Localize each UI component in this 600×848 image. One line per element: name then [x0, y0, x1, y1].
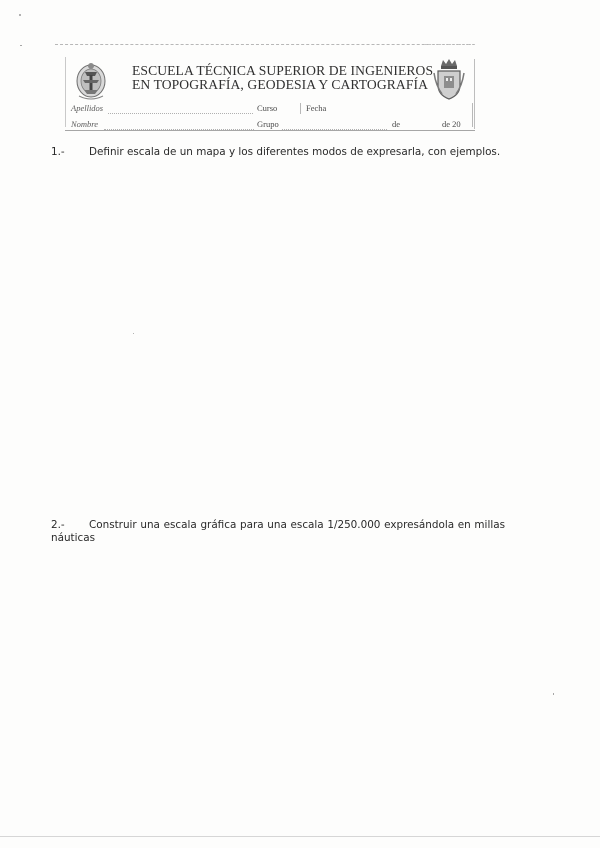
apellidos-label: Apellidos	[71, 103, 104, 113]
question-2-text-line-2: náuticas	[51, 532, 95, 544]
date-year-label: de 20	[442, 119, 461, 129]
fecha-divider	[300, 103, 301, 114]
right-border-tick	[472, 103, 473, 127]
header-bottom-line	[65, 130, 475, 131]
scan-speck	[133, 333, 134, 334]
scan-speck	[20, 45, 22, 46]
scan-speck	[19, 14, 21, 16]
fecha-label: Fecha	[306, 103, 327, 113]
question-1-text: Definir escala de un mapa y los diferentes modos de expresarla, con ejemplos.	[89, 146, 501, 158]
nombre-line	[104, 129, 254, 130]
header-right-edge	[474, 59, 475, 129]
nombre-label: Nombre	[71, 119, 99, 129]
school-name-line-2: EN TOPOGRAFÍA, GEODESIA Y CARTOGRAFÍA	[132, 77, 429, 92]
scan-speck	[553, 693, 554, 695]
school-name-line-1: ESCUELA TÉCNICA SUPERIOR DE INGENIEROS	[132, 63, 434, 78]
grupo-line	[282, 129, 387, 130]
top-rule	[55, 44, 475, 45]
header-left-edge	[65, 57, 66, 127]
page-bottom-edge	[0, 836, 600, 837]
grupo-label: Grupo	[257, 119, 279, 129]
school-name	[132, 64, 432, 92]
question-1-number: 1.-	[51, 146, 65, 158]
municipal-coat-of-arms-icon	[432, 58, 466, 102]
curso-label: Curso	[257, 103, 278, 113]
question-2-text-line-1: Construir una escala gráfica para una escala 1/250.000 expresándola en millas	[89, 519, 505, 531]
apellidos-line	[108, 113, 253, 114]
date-de-label: de	[392, 119, 401, 129]
question-2-number: 2.-	[51, 519, 65, 531]
university-crest-icon	[73, 60, 109, 100]
top-rule-segment	[425, 44, 475, 45]
